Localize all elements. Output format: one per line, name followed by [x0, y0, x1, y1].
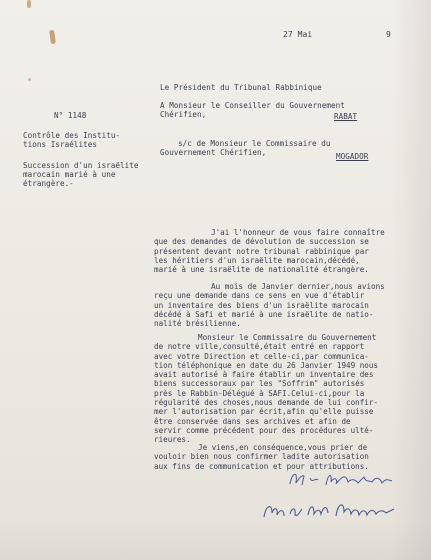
- body-line: servir comme précédent pour des procédures ulté-: [154, 425, 374, 435]
- body-line: mer l'autorisation par écrit,afin qu'elle puisse: [154, 407, 374, 417]
- paper-fold-shadow: [0, 520, 431, 560]
- paragraph-2: [154, 282, 385, 328]
- body-line: avec votre Direction et celle-ci,par communica-: [154, 351, 369, 361]
- paper-stain: [28, 78, 31, 81]
- handwritten-signature: [286, 468, 396, 490]
- body-line: aux fins de communication et pour attributions.: [154, 461, 369, 471]
- body-line: Au mois de Janvier dernier,nous avions: [211, 282, 385, 291]
- recipient-city: RABAT: [334, 112, 358, 121]
- subject-line-3: étrangère.-: [23, 179, 74, 188]
- body-line: Je viens,en conséquence,vous prier de: [198, 443, 368, 452]
- page-mark: 9: [386, 30, 391, 39]
- body-line: vouloir bien nous confirmer ladite autorisation: [154, 452, 369, 462]
- paragraph-4: [154, 443, 369, 471]
- body-line: les héritiers d'un israëlite marocain,décédé,: [154, 255, 360, 265]
- paragraph-3: [154, 333, 378, 445]
- recipient-line: A Monsieur le Conseiller du Gouvernement: [160, 101, 345, 110]
- body-line: de notre ville,consulté,était entré en rapport: [154, 342, 365, 352]
- body-line: biens successoraux par les "Soffrim" autorisés: [154, 379, 365, 389]
- body-line: tion téléphonique en date du 26 Janvier 1949 nous: [154, 360, 379, 370]
- body-line: être conservée dans ses archives et afin de: [154, 416, 351, 426]
- paragraph-1: [154, 228, 385, 274]
- handwritten-annotation: [260, 497, 400, 523]
- body-line: près le Rabbin-Délégué à SAFI.Celui-ci,pour la: [154, 388, 365, 398]
- via-line-2: Gouvernement Chérifien,: [160, 148, 267, 157]
- paper-edge-shadow: [391, 0, 431, 560]
- body-line: que des demandes de dévolution de succession se: [154, 237, 369, 247]
- body-line: un inventaire des biens d'un israëlite marocain: [154, 300, 369, 310]
- body-line: reçu une demande dans ce sens en vue d'établir: [154, 291, 365, 301]
- body-line: J'ai l'honneur de vous faire connaître: [211, 228, 385, 237]
- body-line: régularité des choses,nous demande de lui confir-: [154, 398, 379, 408]
- via-line: s/c de Monsieur le Commissaire du: [178, 139, 331, 148]
- body-line: marié à une israëlite de nationalité étrangère.: [154, 265, 369, 275]
- body-line: nalité brésilienne.: [154, 319, 241, 329]
- department-line-2: tions Israélites: [23, 140, 97, 149]
- body-line: Monsieur le Commissaire du Gouvernement: [198, 333, 377, 342]
- subject-line: Succession d'un israëlite: [23, 161, 139, 170]
- sender-line: Le Président du Tribunal Rabbinique: [160, 83, 322, 92]
- via-city: MOGADOR: [336, 152, 369, 161]
- body-line: décédé à Safi et marié à une israëlite de natio-: [154, 309, 374, 319]
- reference-number: N° 1148: [54, 111, 87, 120]
- paper-stain: [27, 0, 31, 8]
- paper-stain: [49, 30, 56, 45]
- body-line: avait autorisé à faire établir un inventaire des: [154, 370, 374, 380]
- body-line: rieures.: [154, 435, 191, 445]
- subject-line-2: marocain marié à une: [23, 170, 116, 179]
- body-line: présentent devant notre tribunal rabbinique par: [154, 246, 369, 256]
- letter-date: 27 Mai: [283, 30, 313, 39]
- department-line: Contrôle des Institu-: [23, 131, 121, 140]
- recipient-line-2: Chérifien,: [160, 110, 207, 119]
